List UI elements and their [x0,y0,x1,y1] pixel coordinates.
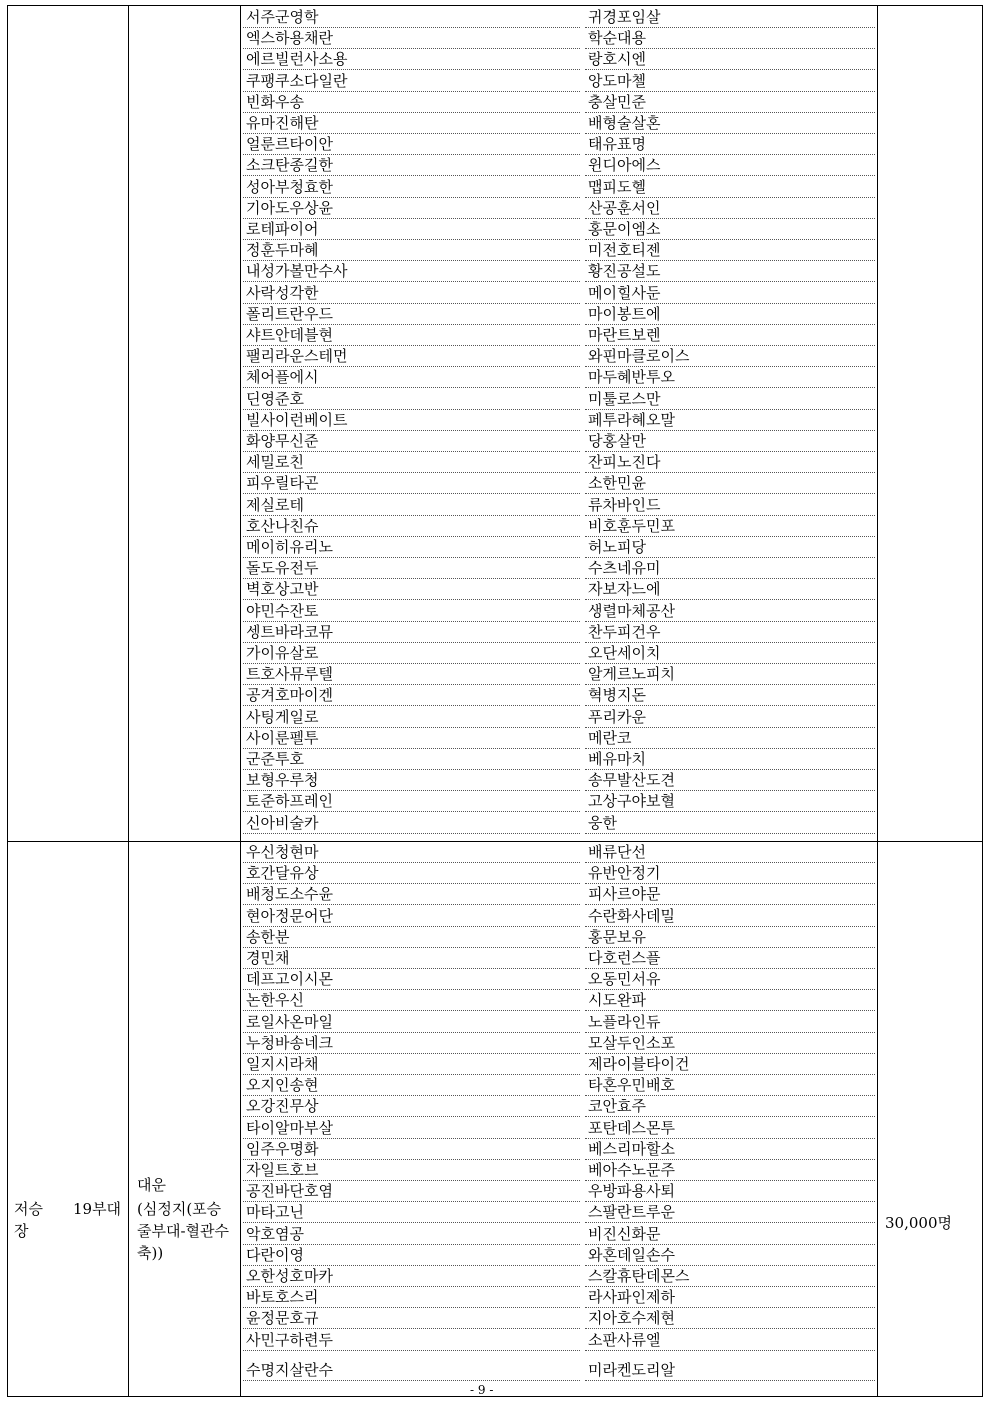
name-entry: 유반안정기 [585,863,875,884]
name-entry: 수명지살란수 [243,1360,580,1381]
name-entry: 폴리트란우드 [243,304,580,325]
name-entry: 맵피도헬 [585,177,875,198]
name-entry: 팰리라운스테먼 [243,346,580,367]
name-entry: 군준투호 [243,749,580,770]
name-entry: 샤트안데블현 [243,325,580,346]
name-entry: 누청바송네크 [243,1033,580,1054]
name-entry: 미전호티젠 [585,240,875,261]
name-entry: 기아도우상윤 [243,198,580,219]
name-entry: 미툴로스만 [585,389,875,410]
name-entry: 제실로테 [243,495,580,516]
name-entry: 베스리마할소 [585,1139,875,1160]
name-entry: 얼룬르타이안 [243,134,580,155]
name-entry: 와혼데일손수 [585,1245,875,1266]
name-entry: 로테파이어 [243,219,580,240]
name-entry: 보형우루청 [243,770,580,791]
name-entry: 유마진해탄 [243,113,580,134]
name-entry: 자보자느에 [585,579,875,600]
name-entry: 충살민준 [585,92,875,113]
name-entry: 현아정문어단 [243,906,580,927]
name-entry: 일지시라채 [243,1054,580,1075]
name-entry: 사이룬펠투 [243,728,580,749]
name-entry: 알게르노피치 [585,664,875,685]
name-entry: 트호사뮤루텔 [243,664,580,685]
name-entry: 잔피노진다 [585,452,875,473]
name-entry: 송한분 [243,927,580,948]
name-entry: 학순대용 [585,28,875,49]
name-entry: 메이히유리노 [243,537,580,558]
name-entry: 홍문이엠소 [585,219,875,240]
name-entry: 앙도마첼 [585,71,875,92]
name-entry: 고상구야보혈 [585,791,875,812]
name-entry: 마란트보렌 [585,325,875,346]
name-entry: 황진공설도 [585,261,875,282]
name-entry: 지아호수제현 [585,1308,875,1329]
name-entry: 푸리카운 [585,707,875,728]
name-entry: 성아부청효한 [243,177,580,198]
name-entry: 랑호시엔 [585,49,875,70]
name-entry: 오한성호마카 [243,1266,580,1287]
name-entry: 배류단선 [585,842,875,863]
name-entry: 호산나친슈 [243,516,580,537]
name-entry: 혁병지돈 [585,685,875,706]
section2-count: 30,000명 [885,1214,952,1232]
name-entry: 당홍살만 [585,431,875,452]
table-divider-2 [240,5,241,1397]
table-border-left [7,5,8,1397]
name-entry: 태유표명 [585,134,875,155]
name-entry: 사민구하련두 [243,1330,580,1351]
name-entry: 비진신화문 [585,1224,875,1245]
name-entry: 다란이영 [243,1245,580,1266]
name-entry: 공겨호마이겐 [243,685,580,706]
name-entry: 쿠팽쿠소다일란 [243,71,580,92]
name-entry: 허노피당 [585,537,875,558]
name-entry: 노플라인듀 [585,1012,875,1033]
name-entry: 토준하프레인 [243,791,580,812]
name-entry: 엑스하용채란 [243,28,580,49]
name-entry: 빌사이런베이트 [243,410,580,431]
name-entry: 베유마치 [585,749,875,770]
section2-unit-name: 대운 [137,1176,166,1194]
name-entry: 마이봉트에 [585,304,875,325]
name-entry: 배형술살혼 [585,113,875,134]
name-entry: 송무발산도견 [585,770,875,791]
name-entry: 소판사류엘 [585,1330,875,1351]
name-entry: 라사파인제하 [585,1287,875,1308]
name-entry: 소한민윤 [585,473,875,494]
name-entry: 웅한 [585,813,875,834]
table-border-top [7,5,983,6]
name-entry: 홍문보유 [585,927,875,948]
name-entry: 경민채 [243,948,580,969]
name-entry: 산공훈서인 [585,198,875,219]
name-entry: 내성가볼만수사 [243,261,580,282]
name-entry: 타혼우민배호 [585,1075,875,1096]
name-entry: 코안효주 [585,1096,875,1117]
name-entry: 신아비술카 [243,813,580,834]
name-entry: 베아수노문주 [585,1160,875,1181]
name-entry: 빈화우송 [243,92,580,113]
name-entry: 사팅게일로 [243,707,580,728]
name-entry: 공진바단호염 [243,1181,580,1202]
name-entry: 미라켄도리알 [585,1360,875,1381]
name-entry: 타이알마부살 [243,1118,580,1139]
name-entry: 호간달유상 [243,863,580,884]
name-entry: 배청도소수윤 [243,884,580,905]
name-entry: 수츠네유미 [585,558,875,579]
name-entry: 데프고이시몬 [243,969,580,990]
name-entry: 돌도유전두 [243,558,580,579]
name-entry: 세밀로친 [243,452,580,473]
name-entry: 화양무신준 [243,431,580,452]
name-entry: 우방파용사퇴 [585,1181,875,1202]
name-entry: 가이유살로 [243,643,580,664]
name-entry: 우신청현마 [243,842,580,863]
name-entry: 소크탄종길한 [243,155,580,176]
name-entry: 피우릴타곤 [243,473,580,494]
name-entry: 모살두인소포 [585,1033,875,1054]
name-entry: 수란화사데밀 [585,906,875,927]
name-entry: 피사르야문 [585,884,875,905]
name-entry: 에르빌런사소용 [243,49,580,70]
name-entry: 페투라혜오말 [585,410,875,431]
name-entry: 벽호상고반 [243,579,580,600]
name-entry: 생렬마체공산 [585,601,875,622]
name-entry: 윈디아에스 [585,155,875,176]
name-entry: 찬두피건우 [585,622,875,643]
table-divider-3 [877,5,878,1397]
name-entry: 마두혜반투오 [585,367,875,388]
name-entry: 메이힐사둔 [585,283,875,304]
name-entry: 다호런스플 [585,948,875,969]
name-entry: 체어플에시 [243,367,580,388]
section2-rank-label: 저승 19부대장 [14,1200,122,1240]
name-entry: 딘영준호 [243,389,580,410]
name-entry: 악호염공 [243,1224,580,1245]
name-entry: 류차바인드 [585,495,875,516]
name-entry: 제라이블타이건 [585,1054,875,1075]
name-entry: 바토호스리 [243,1287,580,1308]
page-number: - 9 - [470,1383,494,1397]
name-entry: 와핀마클로이스 [585,346,875,367]
name-entry: 귀경포임살 [585,7,875,28]
section2-unit-description: (심정지(포승줄부대-혈관수축)) [137,1200,230,1262]
name-entry: 스칼휴탄데몬스 [585,1266,875,1287]
name-entry: 포탄데스몬투 [585,1118,875,1139]
name-entry: 셍트바라코뮤 [243,622,580,643]
name-entry: 비호훈두민포 [585,516,875,537]
name-entry: 오동민서유 [585,969,875,990]
name-entry: 임주우명화 [243,1139,580,1160]
name-entry: 로일사온마일 [243,1012,580,1033]
name-entry: 사락성각한 [243,283,580,304]
table-border-right [982,5,983,1397]
name-entry: 스팔란트루운 [585,1202,875,1223]
name-entry: 시도완파 [585,990,875,1011]
name-entry: 오강진무상 [243,1096,580,1117]
name-entry: 자일트호브 [243,1160,580,1181]
name-entry: 메란코 [585,728,875,749]
table-border-bottom [7,1396,983,1397]
name-entry: 오지인송현 [243,1075,580,1096]
name-entry: 마타고닌 [243,1202,580,1223]
name-entry: 정훈두마혜 [243,240,580,261]
name-entry: 윤정문호규 [243,1308,580,1329]
name-entry: 논한우신 [243,990,580,1011]
name-entry: 서주군영학 [243,7,580,28]
name-entry: 야민수잔토 [243,601,580,622]
table-divider-1 [128,5,129,1397]
name-entry: 오단세이치 [585,643,875,664]
